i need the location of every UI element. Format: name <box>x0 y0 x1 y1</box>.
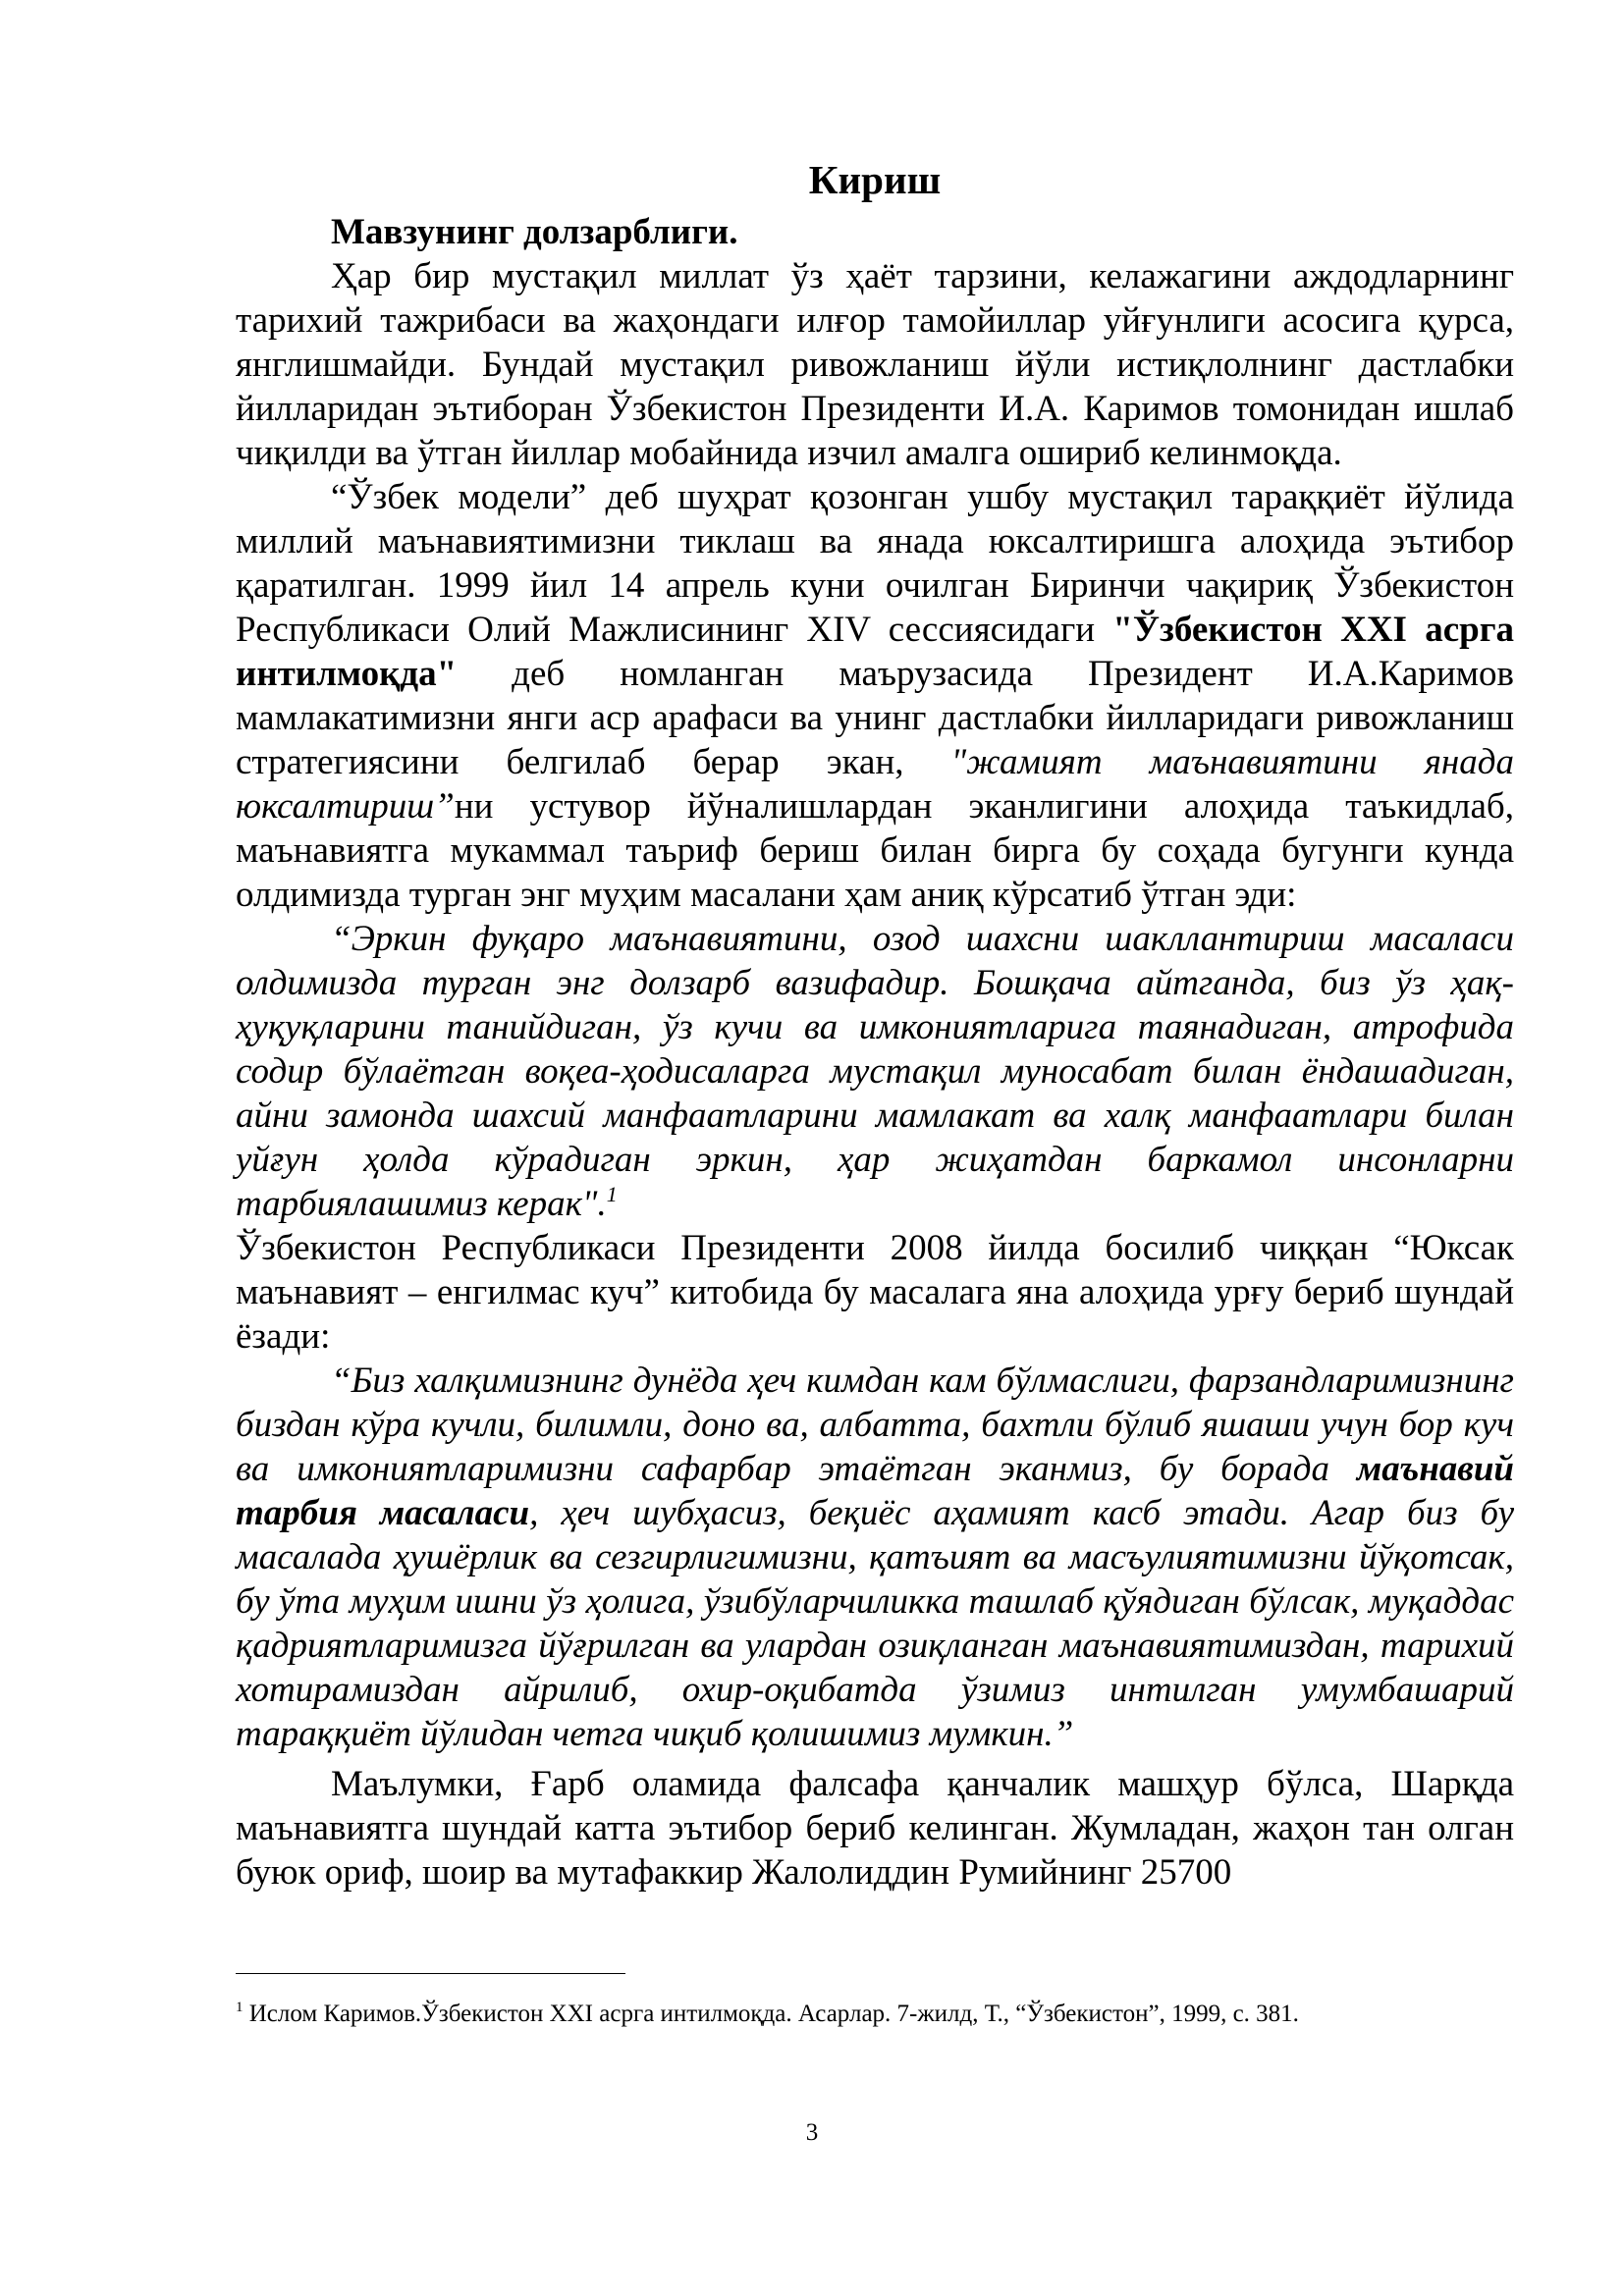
paragraph-2-text-b: деб номланган маърузасида Президент И.А.Каримов мамлакатимизни янги аср арафаси ва унинг дастлабки йилларидаги ривожланиш стратегиясини белгилаб берар экан, <box>236 654 1514 782</box>
section-subheading: Мавзунинг долзарблиги. <box>331 212 738 252</box>
paragraph-4: Маълумки, Ғарб оламида фалсафа қанчалик машҳур бўлса, Шарқда маънавиятга шундай катта эътибор бериб келинган. Жумладан, жаҳон тан олган буюк ориф, шоир ва мутафаккир Жалолиддин Румийнинг 25700 <box>236 1764 1514 1893</box>
block-quote-1 <box>236 917 1514 1226</box>
footnote-reference[interactable]: 1 <box>606 1182 618 1206</box>
paragraph-2 <box>236 475 1514 917</box>
paragraph-2-text-c: ни устувор йўналишлардан эканлигини алоҳида таъкидлаб, маънавиятга мукаммал таъриф бериш билан бирга бу соҳада бугунги кунда олдимизда турган энг муҳим масалани ҳам аниқ кўрсатиб ўтган эди: <box>236 786 1514 915</box>
block-quote-2-bold: маънавий тарбия масаласи <box>236 1449 1514 1533</box>
block-quote-2-text-b: , ҳеч шубҳасиз, беқиёс аҳамият касб этади. Агар биз бу масалада ҳушёрлик ва сезгирлигимизни, қатъият ва масъулиятимизни йўқотсак, бу ўта муҳим ишни ўз ҳолига, ўзибўларчиликка ташлаб қўядиган бўлсак, муқаддас қадриятларимизга йўғрилган ва улардан озиқланган маънавиятимиздан, тарихий хотирамиздан айрилиб, охир-оқибатда ўзимиз интилган умумбашарий тараққиёт йўлидан четга чиқиб қолишимиз мумкин.” <box>236 1493 1514 1754</box>
footnote <box>236 1999 1514 2030</box>
paragraph-3: Ўзбекистон Республикаси Президенти 2008 йилда босилиб чиққан “Юксак маънавият – енгилмас куч” китобида бу масалага яна алоҳида урғу бериб шундай ёзади: <box>236 1228 1514 1357</box>
body-text <box>236 254 1514 1895</box>
block-quote-1-text: “Эркин фуқаро маънавиятини, озод шахсни шакллантириш масаласи олдимизда турган энг долзарб вазифадир. Бошқача айтганда, биз ўз ҳақ-ҳуқуқларини танийдиган, ўз кучи ва имкониятларига таянадиган, атрофида содир бўлаётган воқеа-ҳодисаларга мустақил муносабат билан ёндашадиган, айни замонда шахсий манфаатларини мамлакат ва халқ манфаатлари билан уйғун ҳолда кўрадиган эркин, ҳар жиҳатдан баркамол инсонларни тарбиялашимиз керак". <box>236 919 1514 1224</box>
footnote-text: Ислом Каримов.Ўзбекистон XXI асрга интилмоқда. Асарлар. 7-жилд, Т., “Ўзбекистон”, 1999, с. 381. <box>243 2001 1299 2027</box>
paragraph-2-text-a: “Ўзбек модели” деб шуҳрат қозонган ушбу мустақил тараққиёт йўлида миллий маънавиятимизни тиклаш ва янада юксалтиришга алоҳида эътибор қаратилган. 1999 йил 14 апрель куни очилган Биринчи чақириқ Ўзбекистон Республикаси Олий Мажлисининг XIV сессиясидаги <box>236 477 1514 650</box>
page-number: 3 <box>805 2119 819 2146</box>
block-quote-2-text-a: “Биз халқимизнинг дунёда ҳеч кимдан кам бўлмаслиги, фарзандларимизнинг биздан кўра кучли, билимли, доно ва, албатта, бахтли бўлиб яшаши учун бор куч ва имкониятларимизни сафарбар этаётган эканмиз, бу борада <box>236 1361 1514 1489</box>
block-quote-2 <box>236 1359 1514 1756</box>
footnote-number: 1 <box>236 2000 244 2015</box>
paragraph-1: Ҳар бир мустақил миллат ўз ҳаёт тарзини, келажагини аждодларнинг тарихий тажрибаси ва жаҳондаги илғор тамойиллар уйғунлиги асосига қурса, янглишмайди. Бундай мустақил ривожланиш йўли истиқлолнинг дастлабки йилларидан эътиборан Ўзбекистон Президенти И.А. Каримов томонидан ишлаб чиқилди ва ўтган йиллар мобайнида изчил амалга ошириб келинмоқда. <box>236 256 1514 473</box>
footnote-separator <box>236 1973 625 1974</box>
inline-quote-italic: "жамият маънавиятини янада юксалтириш” <box>236 742 1514 827</box>
page-title: Кириш <box>808 157 942 202</box>
speech-title-bold: "Ўзбекистон XXI асрга интилмоқда" <box>236 610 1514 694</box>
